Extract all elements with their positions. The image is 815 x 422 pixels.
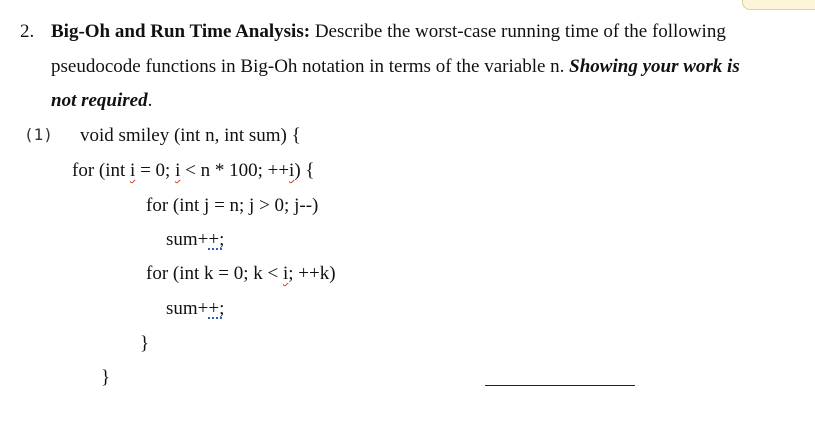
close-inner-brace: }: [140, 333, 150, 354]
corner-tab: [742, 0, 815, 10]
loop-var-i: i: [175, 160, 181, 181]
question-text-1: Describe the worst-case running time of the following: [310, 21, 726, 42]
part-label: (1): [24, 125, 53, 144]
outer-loop-part: for (int: [72, 160, 131, 181]
sum-increment-1: [166, 229, 224, 251]
question-line-2: [51, 56, 740, 78]
sum-part: sum+: [166, 298, 209, 319]
question-line-1: [51, 21, 726, 43]
function-signature: void smiley (int n, int sum) {: [80, 125, 301, 146]
sum-part: sum+: [166, 229, 209, 250]
close-outer-brace: }: [101, 367, 111, 388]
outer-loop-part: < n * 100; ++: [180, 160, 290, 181]
question-text-2: pseudocode functions in Big-Oh notation in terms of the variable n.: [51, 56, 570, 77]
question-number: 2.: [20, 21, 35, 42]
loop-var-i: i: [289, 160, 295, 181]
question-title: Big-Oh and Run Time Analysis:: [51, 21, 311, 42]
outer-for-loop: [72, 160, 315, 182]
outer-loop-part: ) {: [294, 160, 315, 181]
loop-var-i: i: [283, 263, 289, 284]
loop-var-i: i: [130, 160, 136, 181]
emphasis-2: not required: [51, 90, 148, 111]
sum-part-marked: +;: [208, 298, 225, 319]
k-loop-part: for (int k = 0; k <: [146, 263, 283, 284]
question-line-3: [51, 90, 152, 112]
sum-part-marked: +;: [208, 229, 225, 250]
inner-for-loop-k: [146, 263, 336, 285]
emphasis-1: Showing your work is: [569, 56, 740, 77]
answer-blank[interactable]: [485, 385, 635, 386]
sum-increment-2: [166, 298, 224, 320]
inner-for-loop-j: for (int j = n; j > 0; j--): [146, 195, 319, 216]
k-loop-part: ; ++k): [288, 263, 336, 284]
period: .: [147, 90, 153, 111]
outer-loop-part: = 0;: [135, 160, 176, 181]
